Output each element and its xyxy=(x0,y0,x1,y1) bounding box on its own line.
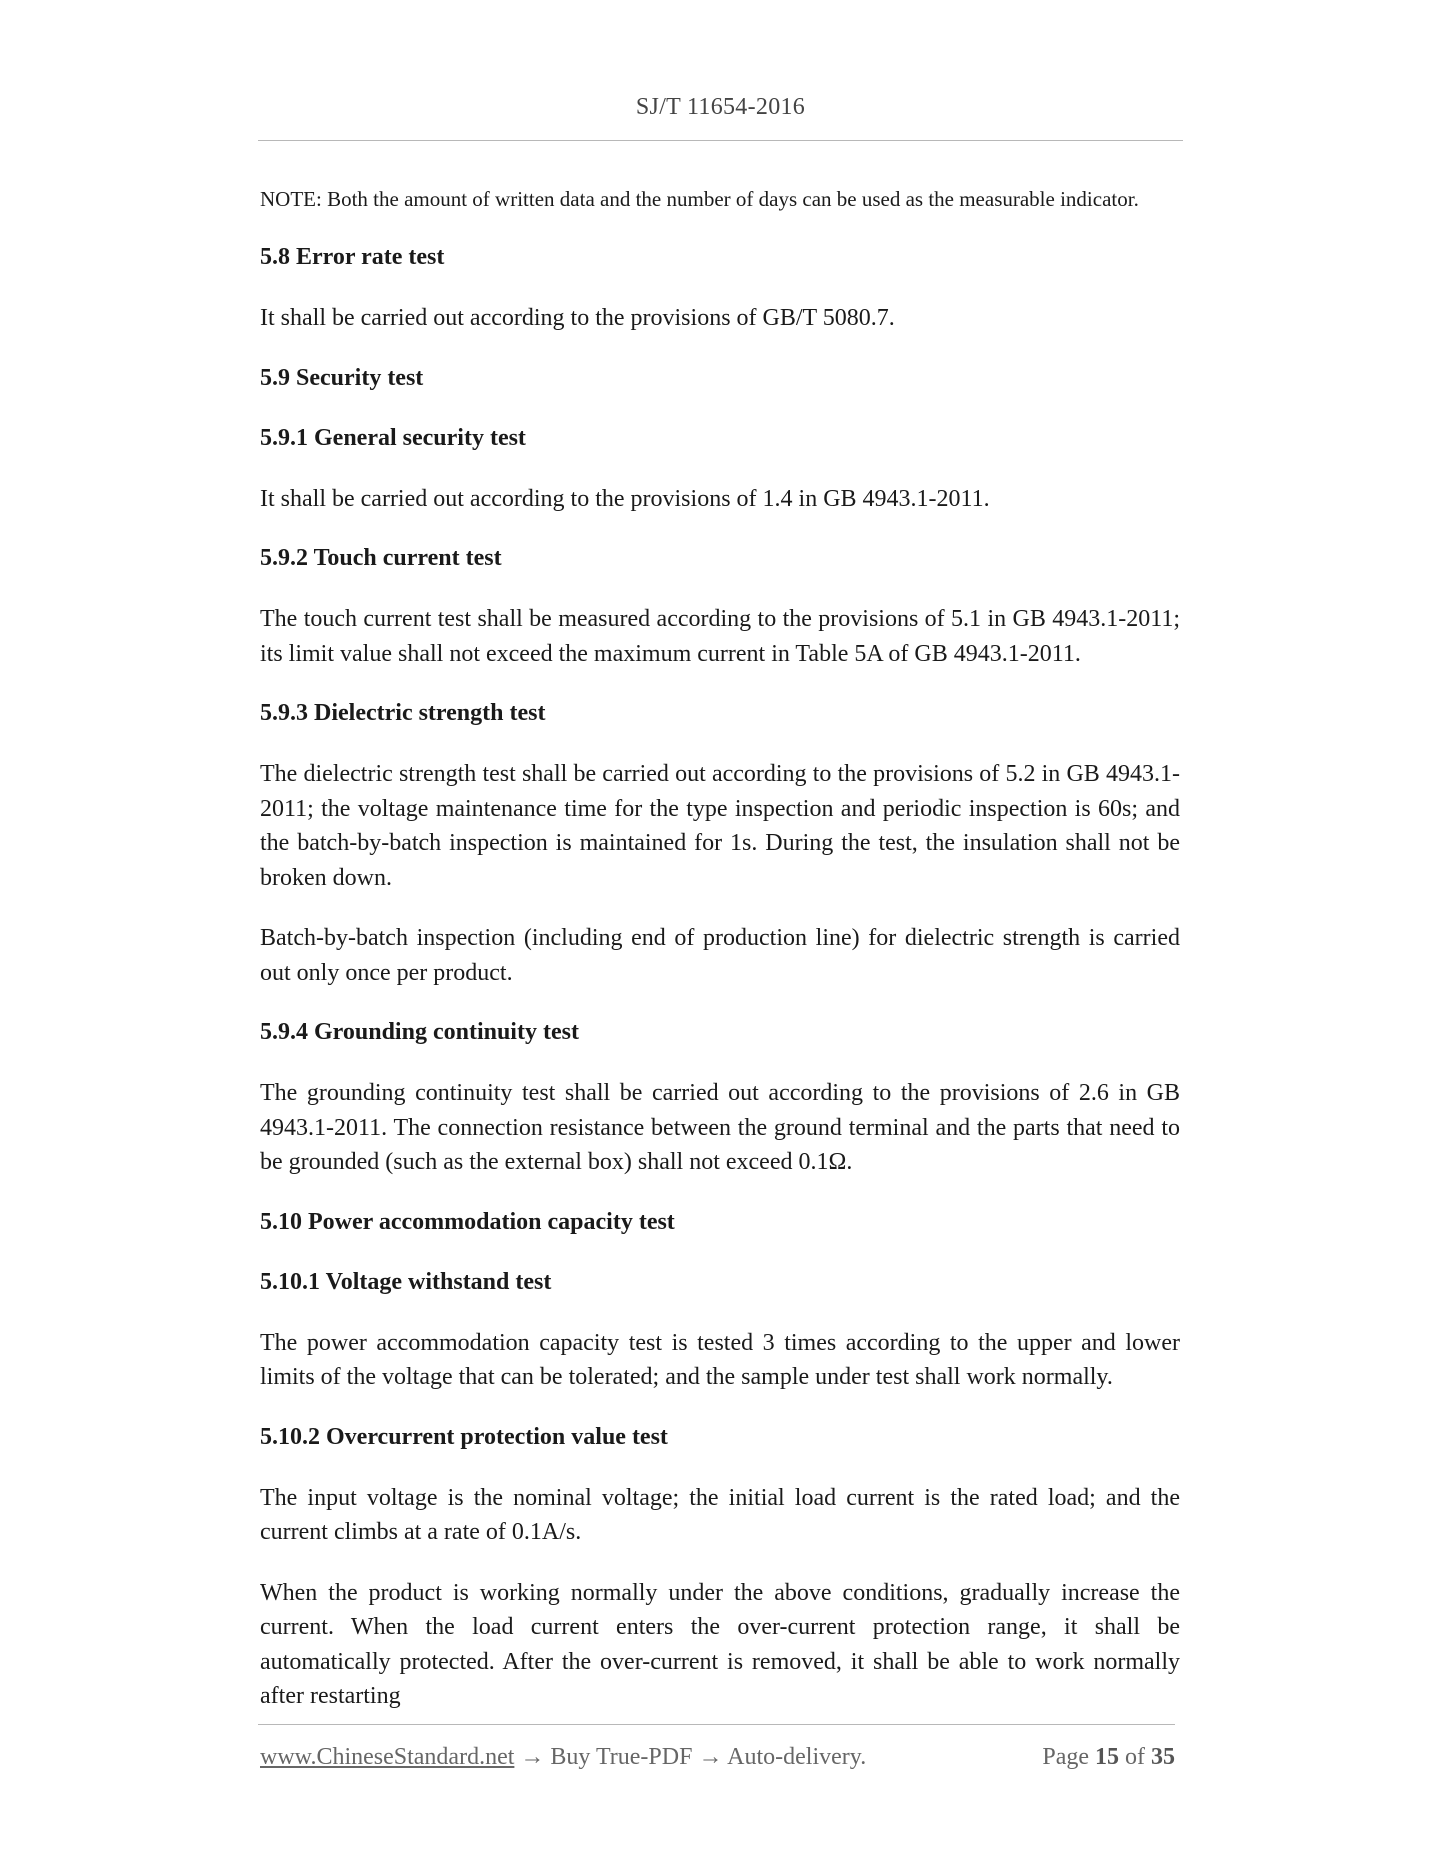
section-5-8-paragraph: It shall be carried out according to the provisions of GB/T 5080.7. xyxy=(260,305,895,331)
section-5-9-heading: 5.9 Security test xyxy=(260,364,424,391)
page-of: of xyxy=(1125,1744,1145,1770)
page-label: Page xyxy=(1042,1744,1089,1770)
footer-promo xyxy=(260,1744,866,1771)
page-total: 35 xyxy=(1151,1744,1175,1770)
note-paragraph: NOTE: Both the amount of written data and the number of days can be used as the measurable indicator. xyxy=(260,187,1139,211)
section-5-10-2-heading: 5.10.2 Overcurrent protection value test xyxy=(260,1423,668,1450)
section-5-9-3-paragraph-1: The dielectric strength test shall be carried out according to the provisions of 5.2 in GB 4943.1-2011; the voltage maintenance time for the type inspection and periodic inspection is 60s; and the batch-by-batch inspection is maintained for 1s. During the test, the insulation shall not be broken down. xyxy=(260,761,1180,891)
section-5-9-2-heading: 5.9.2 Touch current test xyxy=(260,545,502,571)
document-body xyxy=(260,185,1180,1740)
arrow-right-icon: → xyxy=(698,1744,723,1770)
section-5-9-1-heading: 5.9.1 General security test xyxy=(260,424,526,451)
section-5-9-4-heading: 5.9.4 Grounding continuity test xyxy=(260,1019,579,1045)
section-5-9-3-paragraph-2: Batch-by-batch inspection (including end of production line) for dielectric strength is carried out only once per product. xyxy=(260,925,1180,986)
section-5-10-heading: 5.10 Power accommodation capacity test xyxy=(260,1208,675,1235)
page-indicator xyxy=(1042,1744,1175,1771)
arrow-right-icon: → xyxy=(520,1744,545,1770)
buy-pdf-text: Buy True-PDF xyxy=(550,1744,693,1770)
site-link[interactable]: www.ChineseStandard.net xyxy=(260,1744,515,1770)
section-5-9-2-paragraph: The touch current test shall be measured according to the provisions of 5.1 in GB 4943.1-2011; its limit value shall not exceed the maximum current in Table 5A of GB 4943.1-2011. xyxy=(260,606,1180,667)
section-5-9-4-paragraph: The grounding continuity test shall be carried out according to the provisions of 2.6 in GB 4943.1-2011. The connection resistance between the ground terminal and the parts that need to be grounded (such as the external box) shall not exceed 0.1Ω. xyxy=(260,1080,1180,1175)
section-5-9-3-heading: 5.9.3 Dielectric strength test xyxy=(260,700,546,726)
section-5-9-1-paragraph: It shall be carried out according to the provisions of 1.4 in GB 4943.1-2011. xyxy=(260,485,990,512)
auto-delivery-text: Auto-delivery. xyxy=(727,1744,867,1770)
page-current: 15 xyxy=(1095,1744,1119,1770)
section-5-10-2-paragraph-1: The input voltage is the nominal voltage; the initial load current is the rated load; and the current climbs at a rate of 0.1A/s. xyxy=(260,1484,1180,1545)
footer-divider xyxy=(258,1724,1175,1725)
document-header: SJ/T 11654-2016 xyxy=(635,94,806,120)
header-divider xyxy=(258,140,1183,141)
section-5-10-2-paragraph-2: When the product is working normally under the above conditions, gradually increase the current. When the load current enters the over-current protection range, it shall be automatically protected. After the over-current is removed, it shall be able to work normally after restarting xyxy=(260,1579,1180,1709)
section-5-10-1-paragraph: The power accommodation capacity test is tested 3 times according to the upper and lower limits of the voltage that can be tolerated; and the sample under test shall work normally. xyxy=(260,1329,1180,1390)
section-5-8-heading: 5.8 Error rate test xyxy=(260,244,445,270)
section-5-10-1-heading: 5.10.1 Voltage withstand test xyxy=(260,1268,552,1295)
